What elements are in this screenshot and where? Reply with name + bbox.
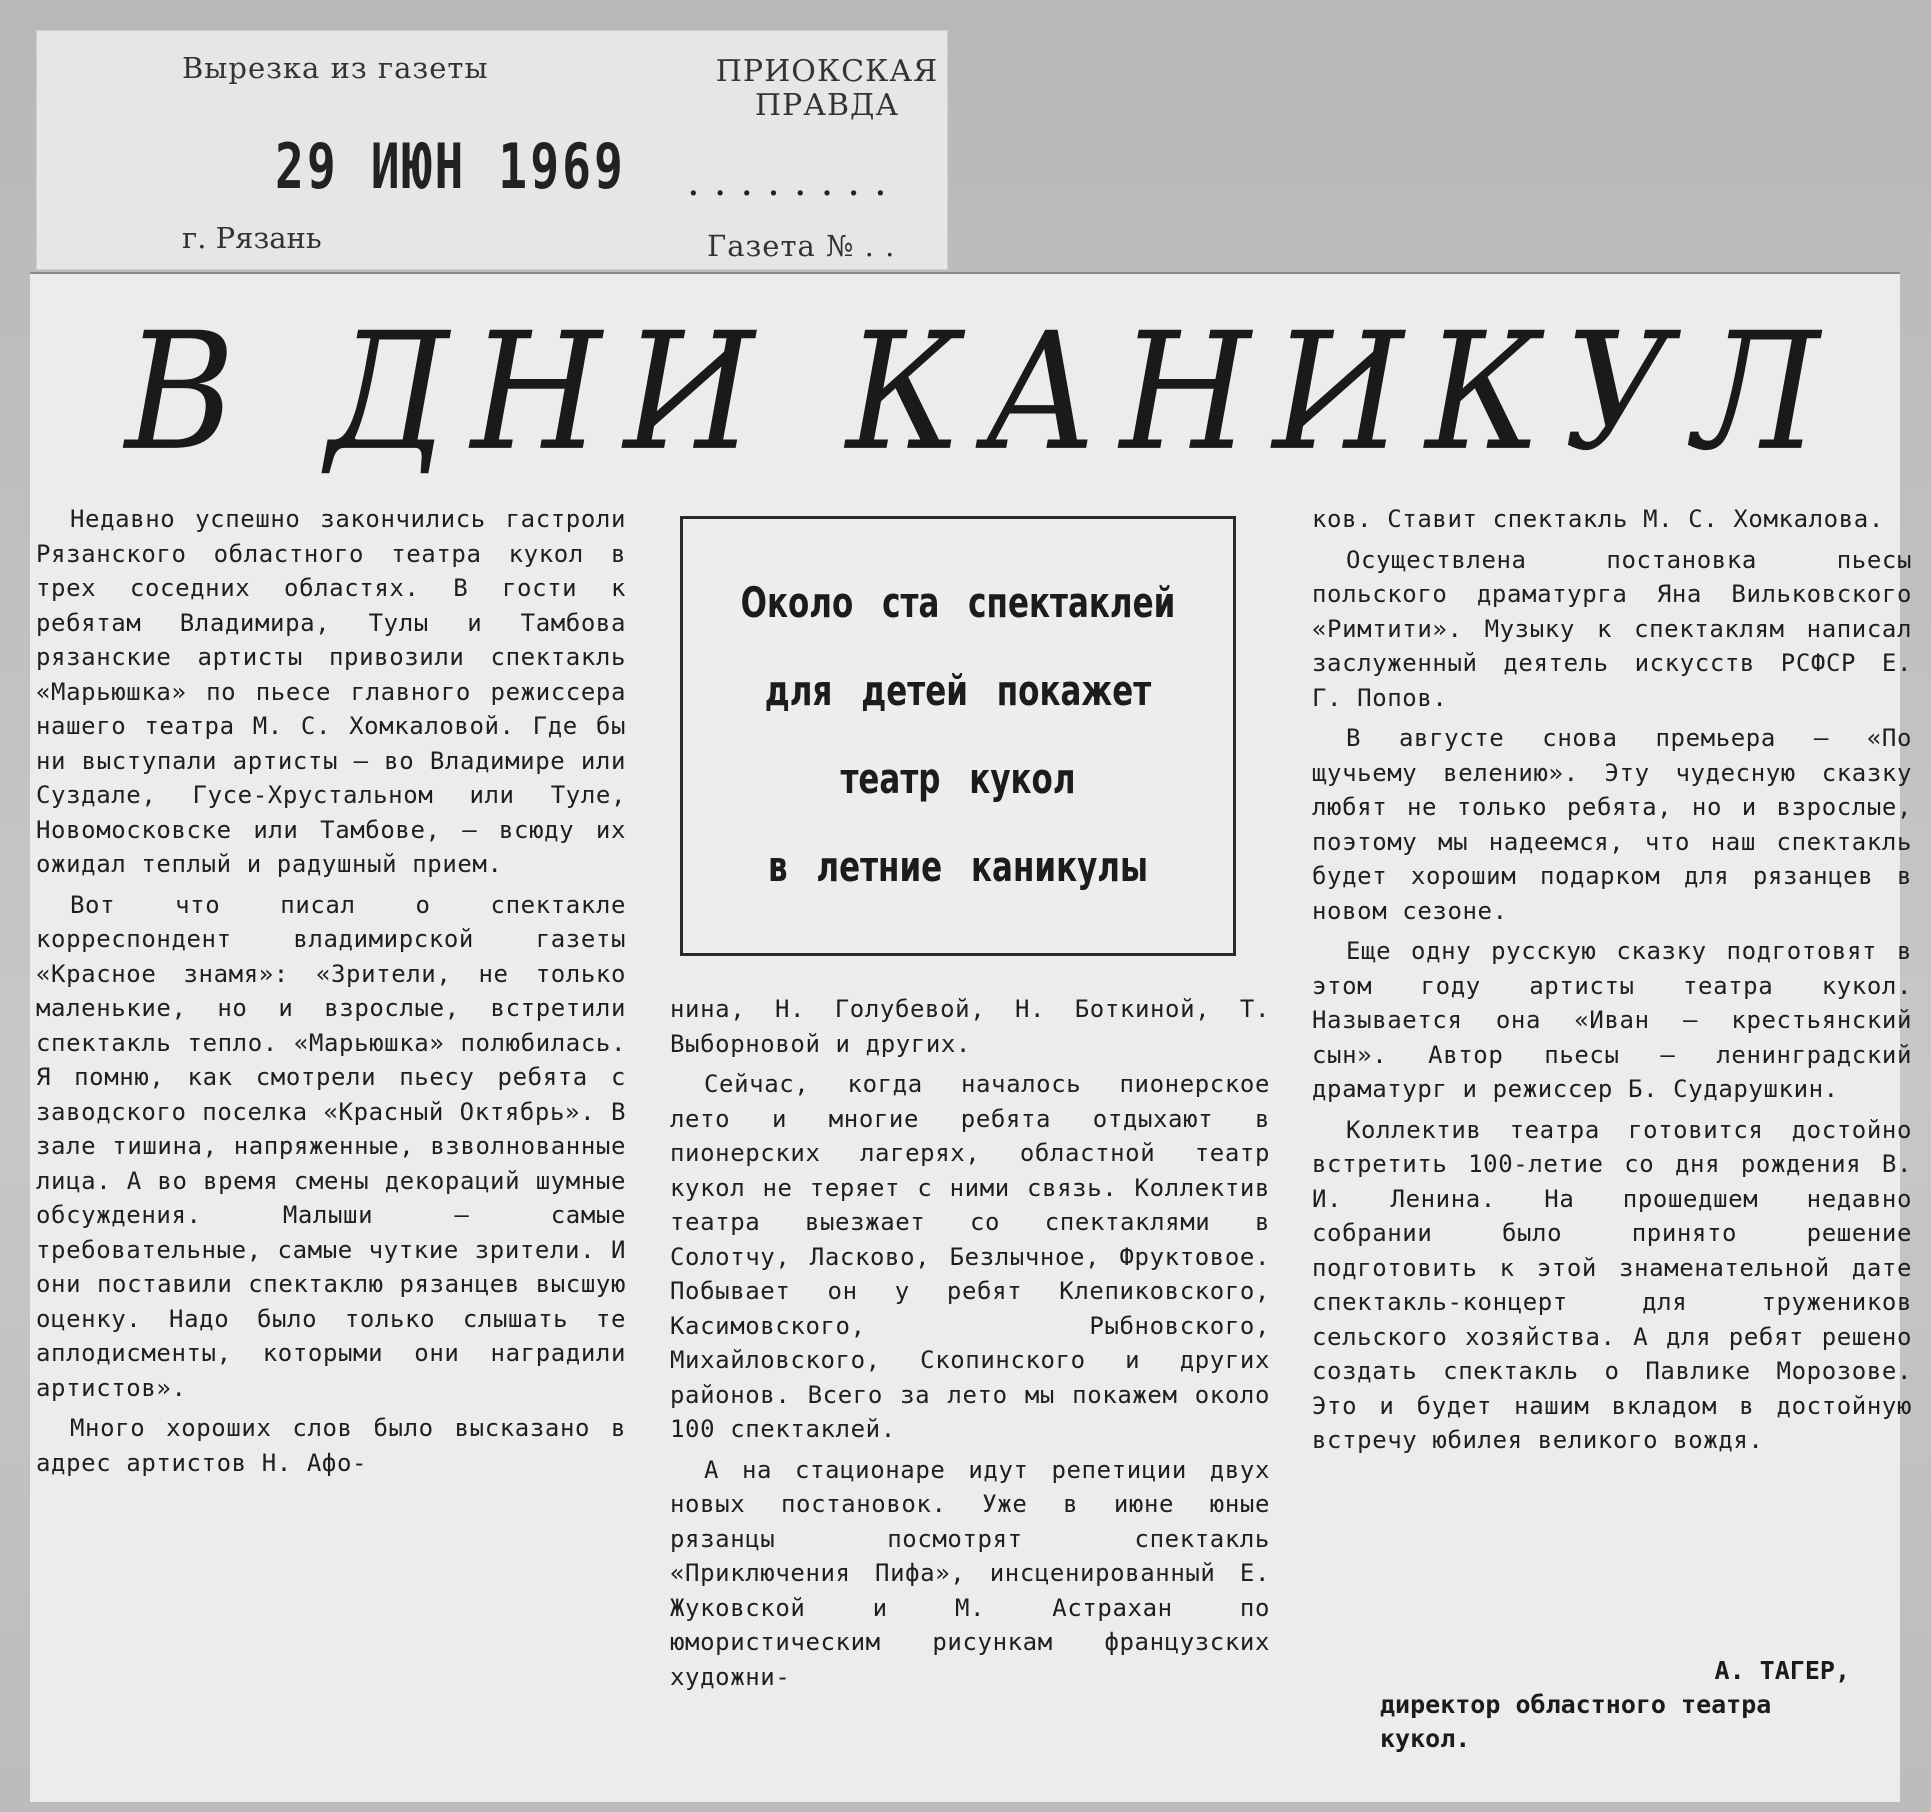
clipping-stamp	[36, 30, 948, 270]
paragraph: Недавно успешно закончились гастроли Рязанского областного театра кукол в трех соседних областях. В гости к ребятам Владимира, Тулы и Тамбова рязанские артисты привозили спектакль «Марьюшка» по пьесе главного режиссера нашего театра М. С. Хомкаловой. Где бы ни выступали артисты — во Владимире или Суздале, Гусе-Хрустальном или Туле, Новомосковске или Тамбове, — всюду их ожидал теплый и радушный прием.	[36, 505, 626, 878]
author-signature	[1380, 1654, 1880, 1756]
author-title: директор областного театра кукол.	[1380, 1690, 1772, 1753]
article-column-right	[1312, 502, 1912, 1464]
article-subheadline: Около ста спектаклей для детей покажет театр кукол в летние каникулы	[740, 578, 1176, 891]
stamp-source-label: Вырезка из газеты	[182, 51, 489, 85]
paragraph: Еще одну русскую сказку подготовят в этом году артисты театра кукол. Называется она «Иван — крестьянский сын». Автор пьесы — ленинградский драматург и режиссер Б. Сударушкин.	[1312, 937, 1912, 1103]
article-column-left	[36, 502, 626, 1486]
stamp-paper-name: ПРИОКСКАЯ ПРАВДА	[715, 54, 939, 123]
paragraph: ков. Ставит спектакль М. С. Хомкалова.	[1312, 505, 1884, 533]
stamp-date: 29 ИЮН 1969	[275, 131, 626, 204]
stamp-issue-number: Газета № . .	[707, 229, 896, 263]
subheadline-box	[680, 516, 1236, 956]
article-headline: В ДНИ КАНИКУЛ	[125, 298, 1842, 487]
author-name: А. ТАГЕР,	[1714, 1656, 1850, 1685]
newspaper-clipping	[30, 272, 1912, 1802]
article-column-middle	[670, 992, 1270, 1700]
stamp-dots: ........	[687, 159, 901, 205]
paragraph: нина, Н. Голубевой, Н. Боткиной, Т. Выборновой и других.	[670, 995, 1270, 1058]
paragraph: Вот что писал о спектакле корреспондент владимирской газеты «Красное знамя»: «Зрители, не только маленькие, но и взрослые, встретили спектакль тепло. «Марьюшка» полюбилась. Я помню, как смотрели пьесу ребята с заводского поселка «Красный Октябрь». В зале тишина, напряженные, взволнованные лица. А во время смены декораций шумные обсуждения. Малыши — самые требовательные, самые чуткие зрители. И они поставили спектаклю рязанцев высшую оценку. Надо было только слышать те аплодисменты, которыми они наградили артистов».	[36, 890, 626, 1402]
paragraph: Коллектив театра готовится достойно встретить 100-летие со дня рождения В. И. Ленина. На прошедшем недавно собрании было принято решение подготовить к этой знаменательной дате спектакль-концерт для тружеников сельского хозяйства. А для ребят решено создать спектакль о Павлике Морозове. Это и будет нашим вкладом в достойную встречу юбилея великого вождя.	[1312, 1115, 1912, 1454]
paragraph: В августе снова премьера — «По щучьему велению». Эту чудесную сказку любят не только ребята, но и взрослые, поэтому мы надеемся, что наш спектакль будет хорошим подарком для рязанцев в новом сезоне.	[1312, 724, 1912, 925]
paragraph: Осуществлена постановка пьесы польского драматурга Яна Вильковского «Римтити». Музыку к спектаклям написал заслуженный деятель искусств РСФСР Е. Г. Попов.	[1312, 545, 1912, 712]
paragraph: Сейчас, когда началось пионерское лето и многие ребята отдыхают в пионерских лагерях, областной театр кукол не теряет с ними связь. Коллектив театра выезжает со спектаклями в Солотчу, Ласково, Безлычное, Фруктовое. Побывает он у ребят Клепиковского, Касимовского, Рыбновского, Михайловского, Скопинского и других районов. Всего за лето мы покажем около 100 спектаклей.	[670, 1070, 1270, 1443]
paragraph: А на стационаре идут репетиции двух новых постановок. Уже в июне юные рязанцы посмотрят спектакль «Приключения Пифа», инсценированный Е. Жуковской и М. Астрахан по юмористическим рисункам французских художни-	[670, 1455, 1270, 1691]
paragraph: Много хороших слов было высказано в адрес артистов Н. Афо-	[36, 1414, 626, 1477]
stamp-city: г. Рязань	[182, 221, 322, 255]
